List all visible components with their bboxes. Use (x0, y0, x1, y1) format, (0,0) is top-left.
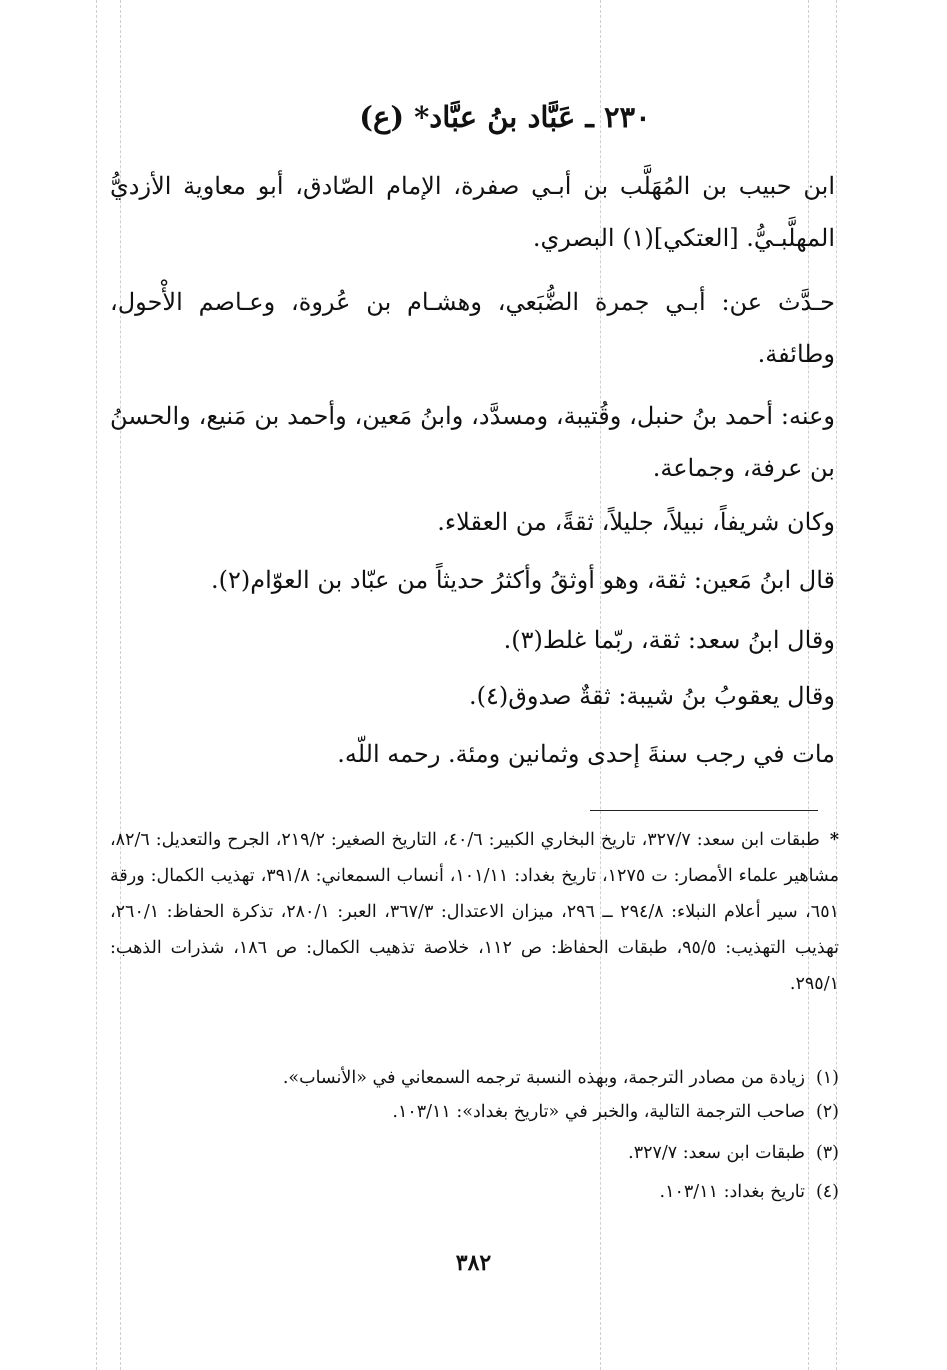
paragraph-teachers: حـدَّث عن: أبـي جمرة الضُّبَعي، وهشـام بن عُروة، وعـاصم الأْحول، وطائفة. (110, 288, 835, 368)
footnote-text: تاريخ بغداد: ١٠٣/١١. (659, 1182, 805, 1202)
footnote-text: طبقات ابن سعد: ٣٢٧/٧. (628, 1143, 805, 1163)
footnote-text: صاحب الترجمة التالية، والخبر في «تاريخ بغداد»: ١٠٣/١١. (392, 1102, 805, 1122)
footnote-number: (٢) (815, 1102, 839, 1122)
text-line-description: وكان شريفاً، نبيلاً، جليلاً، ثقةً، من العقلاء. (437, 508, 835, 536)
sources-marker: * (829, 830, 839, 850)
footnote-number: (١) (815, 1068, 839, 1088)
footnote-number: (٣) (815, 1143, 839, 1163)
sources-text: طبقات ابن سعد: ٣٢٧/٧، تاريخ البخاري الكبير: ٤٠/٦، التاريخ الصغير: ٢١٩/٢، الجرح والتعديل: ٨٢/٦، مشاهير علماء الأمصار: ت ١٢٧٥، تاريخ بغداد: ١٠١/١١، أنساب السمعاني: ٣٩١/٨، تهذيب الكمال: ورقة ٦٥١، سير أعلام النبلاء: ٢٩٤/٨ ــ ٢٩٦، ميزان الاعتدال: ٣٦٧/٣، العبر: ٢٨٠/١، تذكرة الحفاظ: ٢٦٠/١، تهذيب التهذيب: ٩٥/٥، طبقات الحفاظ: ص ١١٢، خلاصة تذهيب الكمال: ص ١٨٦، شذرات الذهب: ٢٩٥/١. (110, 830, 840, 994)
footnote-1 (110, 1068, 839, 1088)
page-number: ٣٨٢ (455, 1250, 492, 1276)
text-line-death: مات في رجب سنةَ إحدى وثمانين ومئة. رحمه اللّه. (337, 740, 835, 768)
scan-guide-line (96, 0, 97, 1370)
footnote-divider (590, 810, 818, 811)
text-line-yaqub: وقال يعقوبُ بنُ شيبة: ثقةٌ صدوق(٤). (469, 682, 835, 710)
text-line-ibn-saad: وقال ابنُ سعد: ثقة، ربّما غلط(٣). (503, 626, 835, 654)
text-line-ibn-maeen: قال ابنُ مَعين: ثقة، وهو أوثقُ وأكثرُ حديثاً من عبّاد بن العوّام(٢). (210, 566, 835, 594)
footnote-3 (110, 1143, 839, 1163)
entry-title: ٢٣٠ ـ عَبَّاد بنُ عبَّاد* (ع) (359, 100, 651, 134)
paragraph-lineage: ابن حبيب بن المُهَلَّب بن أبـي صفرة، الإمام الصّادق، أبو معاوية الأزديُّ المهلَّبـيُّ. [العتكي](١) البصري. (110, 172, 835, 252)
footnote-text: زيادة من مصادر الترجمة، وبهذه النسبة ترجمه السمعاني في «الأنساب». (282, 1068, 805, 1088)
sources-footnote (110, 822, 839, 1002)
paragraph-students: وعنه: أحمد بنُ حنبل، وقُتيبة، ومسدَّد، وابنُ مَعين، وأحمد بن مَنيع، والحسنُ بن عرفة، وجماعة. (110, 402, 835, 482)
footnote-2 (110, 1102, 839, 1122)
footnote-4 (110, 1182, 839, 1202)
scan-guide-line (836, 0, 837, 1370)
footnote-number: (٤) (815, 1182, 839, 1202)
